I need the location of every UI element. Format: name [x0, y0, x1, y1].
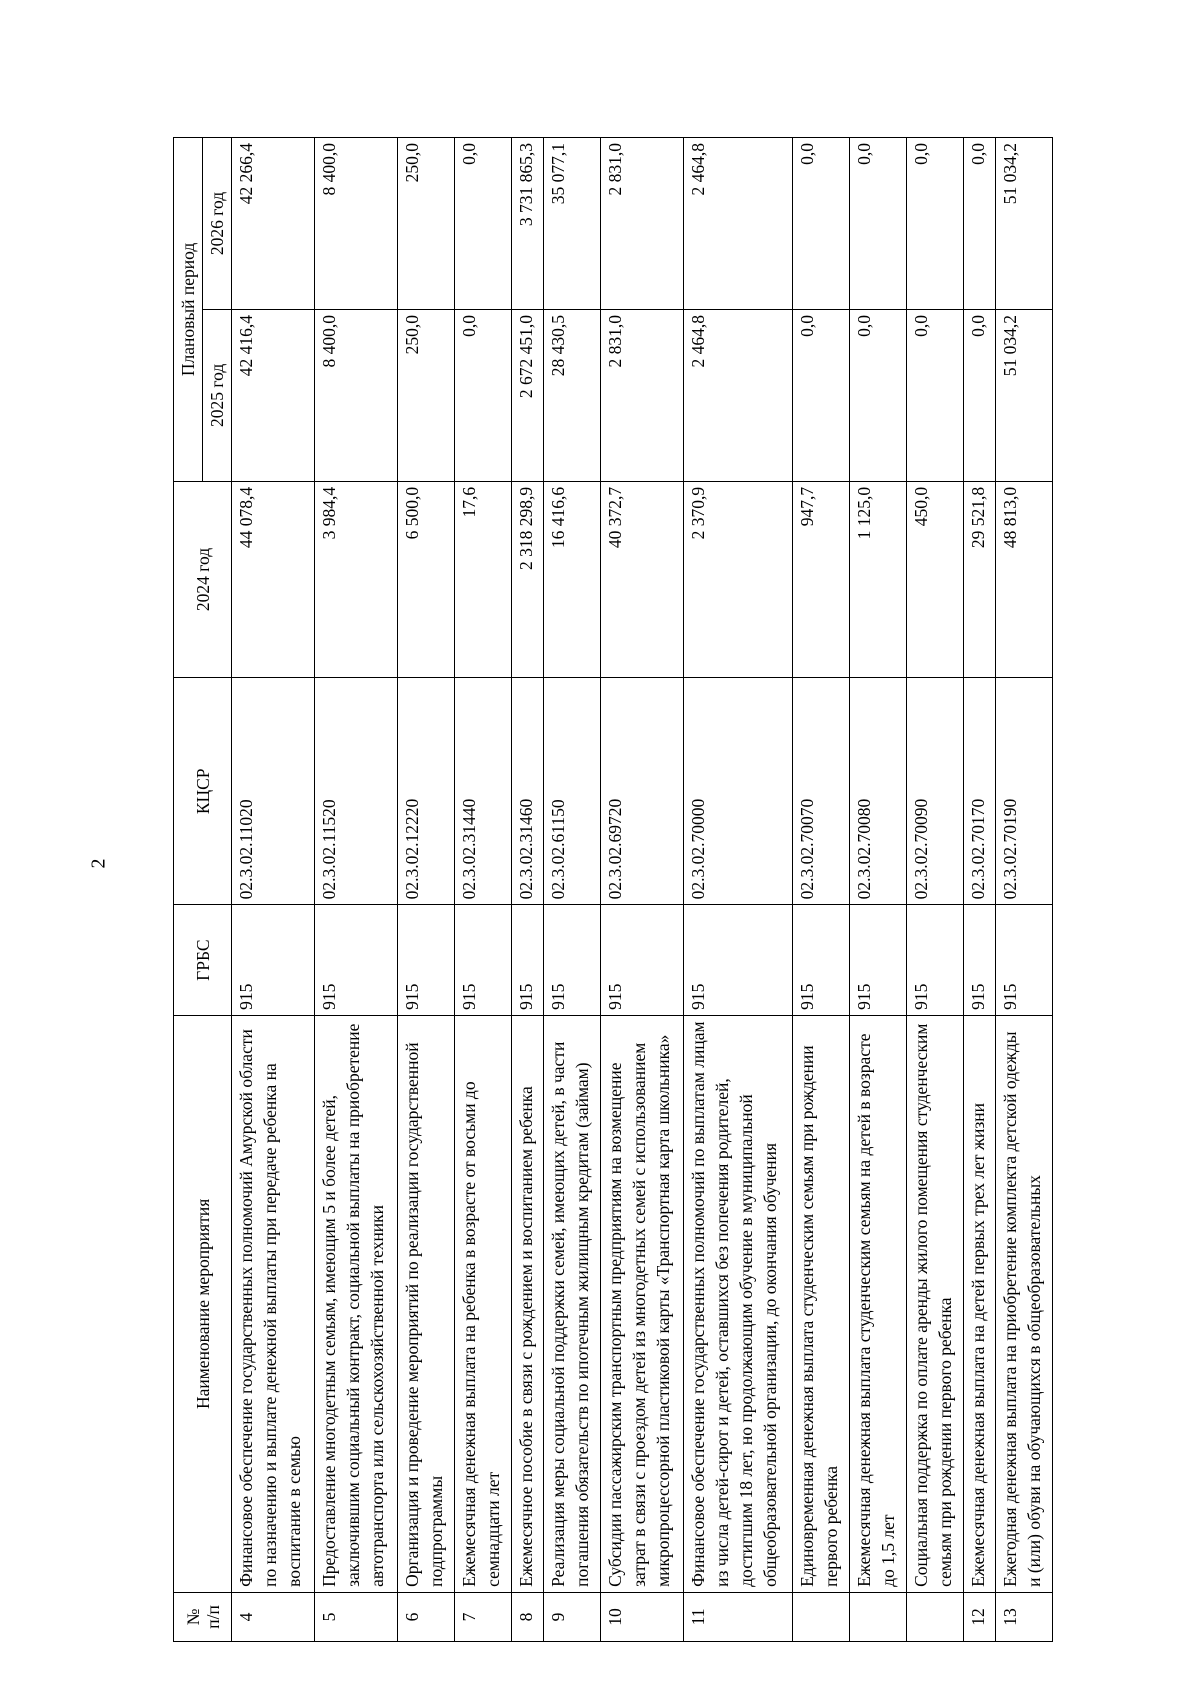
row-kcsr: 02.3.02.31440 [455, 678, 512, 905]
row-grbs: 915 [315, 905, 398, 1015]
row-2024: 44 078,4 [232, 481, 315, 677]
row-kcsr: 02.3.02.12220 [398, 678, 455, 905]
row-2026: 0,0 [964, 138, 995, 310]
table-row [850, 138, 907, 1642]
header-name: Наименование мероприятия [174, 1015, 232, 1592]
row-2026: 35 077,1 [543, 138, 600, 310]
row-2026: 51 034,2 [995, 138, 1052, 310]
row-num [907, 1592, 964, 1641]
row-2025: 51 034,2 [995, 309, 1052, 481]
row-2024: 2 370,9 [683, 481, 792, 677]
row-2024: 6 500,0 [398, 481, 455, 677]
row-kcsr: 02.3.02.11020 [232, 678, 315, 905]
table-row [683, 138, 792, 1642]
row-2024: 16 416,6 [543, 481, 600, 677]
row-2024: 40 372,7 [600, 481, 683, 677]
table-row [315, 138, 398, 1642]
header-2025: 2025 год [203, 309, 232, 481]
row-2024: 48 813,0 [995, 481, 1052, 677]
row-name: Ежемесячная денежная выплата на детей первых трех лет жизни [964, 1015, 995, 1592]
row-2025: 2 672 451,0 [512, 309, 543, 481]
row-2026: 0,0 [792, 138, 849, 310]
row-grbs: 915 [455, 905, 512, 1015]
row-name: Социальная поддержка по оплате аренды жилого помещения студенческим семьям при рождении первого ребенка [907, 1015, 964, 1592]
row-grbs: 915 [964, 905, 995, 1015]
table-row [455, 138, 512, 1642]
row-2026: 2 464,8 [683, 138, 792, 310]
row-2026: 0,0 [850, 138, 907, 310]
header-2026: 2026 год [203, 138, 232, 310]
row-name: Ежегодная денежная выплата на приобретение комплекта детской одежды и (или) обуви на обучающихся в общеобразовательных [995, 1015, 1052, 1592]
header-num: № п/п [174, 1592, 232, 1641]
row-grbs: 915 [543, 905, 600, 1015]
header-grbs: ГРБС [174, 905, 232, 1015]
row-name: Финансовое обеспечение государственных полномочий по выплатам лицам из числа детей-сирот и детей, оставшихся без попечения родителей, достигшим 18 лет, но продолжающим обучение в муниципальной общеобразовательной организации, до окончания обучения [683, 1015, 792, 1592]
row-kcsr: 02.3.02.31460 [512, 678, 543, 905]
row-2024: 3 984,4 [315, 481, 398, 677]
row-2025: 28 430,5 [543, 309, 600, 481]
row-grbs: 915 [512, 905, 543, 1015]
row-2026: 8 400,0 [315, 138, 398, 310]
table-row [232, 138, 315, 1642]
row-2026: 2 831,0 [600, 138, 683, 310]
row-2024: 17,6 [455, 481, 512, 677]
row-name: Предоставление многодетным семьям, имеющим 5 и более детей, заключившим социальный контракт, социальной выплаты на приобретение автотранспорта или сельскохозяйственной техники [315, 1015, 398, 1592]
row-grbs: 915 [683, 905, 792, 1015]
row-name: Ежемесячная денежная выплата на ребенка в возрасте от восьми до семнадцати лет [455, 1015, 512, 1592]
table-row [600, 138, 683, 1642]
header-planned: Плановый период [174, 138, 203, 482]
row-num [792, 1592, 849, 1641]
row-2025: 0,0 [455, 309, 512, 481]
row-num: 6 [398, 1592, 455, 1641]
page-number: 2 [87, 858, 110, 869]
table-row [543, 138, 600, 1642]
row-2024: 1 125,0 [850, 481, 907, 677]
row-2025: 0,0 [964, 309, 995, 481]
row-grbs: 915 [792, 905, 849, 1015]
row-grbs: 915 [600, 905, 683, 1015]
row-kcsr: 02.3.02.61150 [543, 678, 600, 905]
table-row [964, 138, 995, 1642]
row-2025: 0,0 [907, 309, 964, 481]
row-name: Организация и проведение мероприятий по реализации государственной подпрограммы [398, 1015, 455, 1592]
rotated-table-wrapper [173, 137, 1053, 1642]
row-num: 13 [995, 1592, 1052, 1641]
row-2026: 0,0 [907, 138, 964, 310]
row-num: 12 [964, 1592, 995, 1641]
row-2026: 42 266,4 [232, 138, 315, 310]
row-kcsr: 02.3.02.70190 [995, 678, 1052, 905]
row-kcsr: 02.3.02.70090 [907, 678, 964, 905]
row-grbs: 915 [398, 905, 455, 1015]
row-kcsr: 02.3.02.11520 [315, 678, 398, 905]
row-name: Реализация меры социальной поддержки семей, имеющих детей, в части погашения обязательств по ипотечным жилищным кредитам (займам) [543, 1015, 600, 1592]
row-2025: 2 831,0 [600, 309, 683, 481]
row-num: 11 [683, 1592, 792, 1641]
row-2024: 29 521,8 [964, 481, 995, 677]
row-num [850, 1592, 907, 1641]
row-2025: 250,0 [398, 309, 455, 481]
table-row [792, 138, 849, 1642]
row-2025: 0,0 [850, 309, 907, 481]
row-kcsr: 02.3.02.70000 [683, 678, 792, 905]
row-grbs: 915 [995, 905, 1052, 1015]
table-row [398, 138, 455, 1642]
row-num: 4 [232, 1592, 315, 1641]
header-2024: 2024 год [174, 481, 232, 677]
row-name: Субсидии пассажирским транспортным предприятиям на возмещение затрат в связи с проездом детей из многодетных семей с использованием микропроцессорной пластиковой карты «Транспортная карта школьника» [600, 1015, 683, 1592]
row-grbs: 915 [850, 905, 907, 1015]
row-grbs: 915 [232, 905, 315, 1015]
row-num: 5 [315, 1592, 398, 1641]
row-kcsr: 02.3.02.70080 [850, 678, 907, 905]
table-row [995, 138, 1052, 1642]
row-2024: 2 318 298,9 [512, 481, 543, 677]
row-num: 8 [512, 1592, 543, 1641]
header-kcsr: КЦСР [174, 678, 232, 905]
row-2024: 947,7 [792, 481, 849, 677]
table-row [907, 138, 964, 1642]
row-grbs: 915 [907, 905, 964, 1015]
row-name: Ежемесячная денежная выплата студенческим семьям на детей в возрасте до 1,5 лет [850, 1015, 907, 1592]
row-kcsr: 02.3.02.70170 [964, 678, 995, 905]
table-row [512, 138, 543, 1642]
row-num: 7 [455, 1592, 512, 1641]
row-2025: 8 400,0 [315, 309, 398, 481]
row-name: Ежемесячное пособие в связи с рождением и воспитанием ребенка [512, 1015, 543, 1592]
row-2026: 3 731 865,3 [512, 138, 543, 310]
budget-table [173, 137, 1053, 1642]
row-2025: 42 416,4 [232, 309, 315, 481]
row-2025: 2 464,8 [683, 309, 792, 481]
row-name: Финансовое обеспечение государственных полномочий Амурской области по назначению и выплате денежной выплаты при передаче ребенка на воспитание в семью [232, 1015, 315, 1592]
row-2025: 0,0 [792, 309, 849, 481]
row-2024: 450,0 [907, 481, 964, 677]
row-2026: 0,0 [455, 138, 512, 310]
row-kcsr: 02.3.02.70070 [792, 678, 849, 905]
row-kcsr: 02.3.02.69720 [600, 678, 683, 905]
row-num: 10 [600, 1592, 683, 1641]
row-name: Единовременная денежная выплата студенческим семьям при рождении первого ребенка [792, 1015, 849, 1592]
row-num: 9 [543, 1592, 600, 1641]
table-body [232, 138, 1053, 1642]
row-2026: 250,0 [398, 138, 455, 310]
